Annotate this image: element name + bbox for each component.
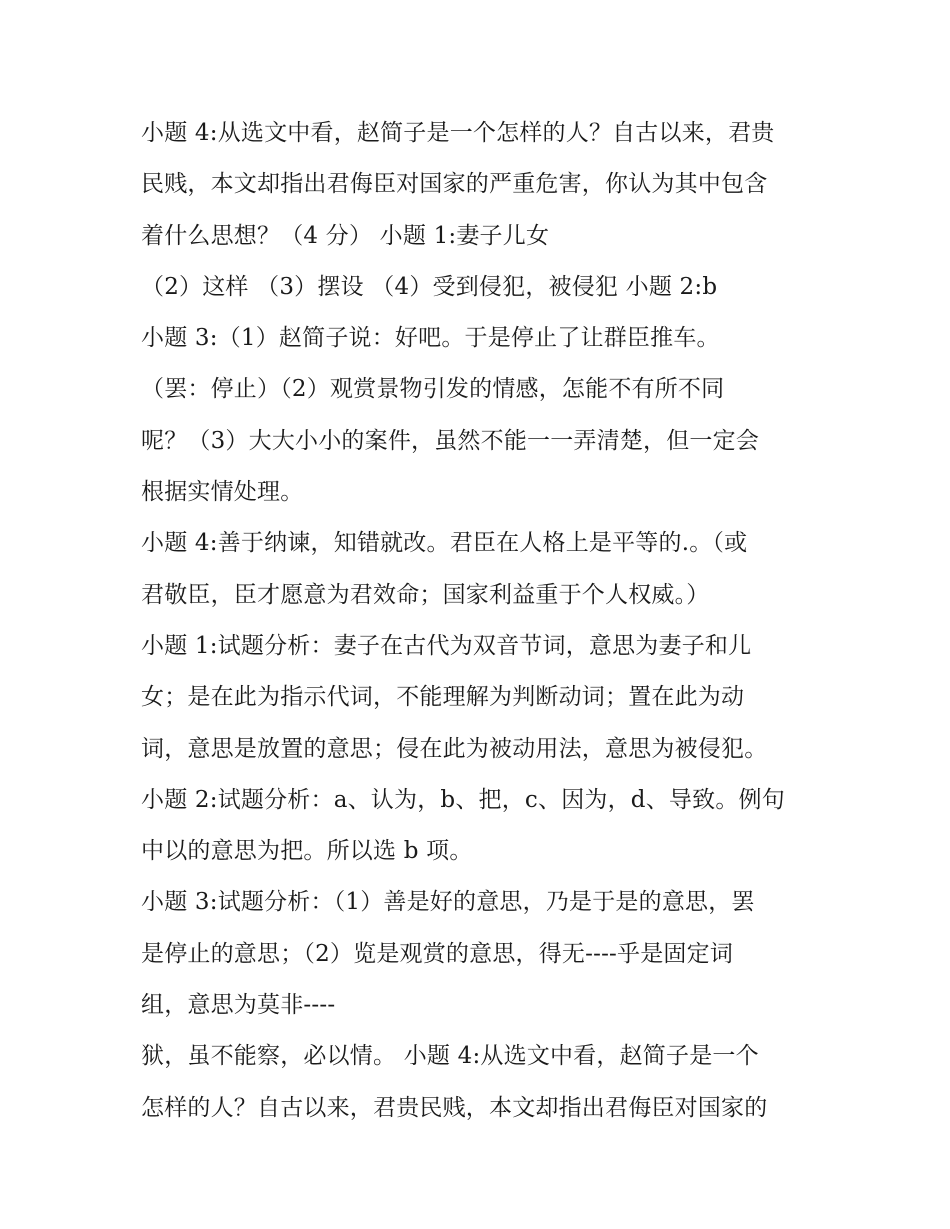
text-line: 呢？（3）大大小小的案件，虽然不能一一弄清楚，但一定会 <box>141 427 760 454</box>
text-line: 组，意思为莫非---- <box>141 992 336 1019</box>
text-line: （2）这样 （3）摆设 （4）受到侵犯，被侵犯 小题 2:b <box>141 273 718 300</box>
text-line: 小题 4:善于纳谏，知错就改。君臣在人格上是平等的.。（或 <box>141 530 748 557</box>
text-line: 中以的意思为把。所以选 b 项。 <box>141 838 473 865</box>
text-line: 小题 3:试题分析：（1）善是好的意思，乃是于是的意思，罢 <box>141 889 755 916</box>
text-line: 着什么思想？（4 分） 小题 1:妻子儿女 <box>141 222 550 249</box>
text-line: 怎样的人？自古以来，君贵民贱，本文却指出君侮臣对国家的 <box>141 1094 768 1121</box>
text-line: 小题 4:从选文中看，赵简子是一个怎样的人？自古以来，君贵 <box>141 120 775 146</box>
document-body <box>141 108 821 1134</box>
text-line: 小题 2:试题分析：a、认为，b、把，c、因为，d、导致。例句 <box>141 786 785 813</box>
text-line: 根据实情处理。 <box>141 479 304 506</box>
text-line: 小题 1:试题分析：妻子在古代为双音节词，意思为妻子和儿 <box>141 632 752 659</box>
text-line: 民贱，本文却指出君侮臣对国家的严重危害，你认为其中包含 <box>141 171 768 198</box>
text-line: 是停止的意思；（2）览是观赏的意思，得无----乎是固定词 <box>141 940 734 967</box>
text-line: 君敬臣，臣才愿意为君效命；国家利益重于个人权威。） <box>141 581 710 608</box>
text-line: 女；是在此为指示代词，不能理解为判断动词；置在此为动 <box>141 684 745 711</box>
text-line: 小题 3:（1）赵简子说：好吧。于是停止了让群臣推车。 <box>141 325 720 352</box>
text-line: 狱，虽不能察，必以情。 小题 4:从选文中看，赵简子是一个 <box>141 1043 759 1070</box>
text-line: （罢：停止）（2）观赏景物引发的情感，怎能不有所不同 <box>141 376 725 403</box>
text-line: 词，意思是放置的意思；侵在此为被动用法，意思为被侵犯。 <box>141 735 768 762</box>
